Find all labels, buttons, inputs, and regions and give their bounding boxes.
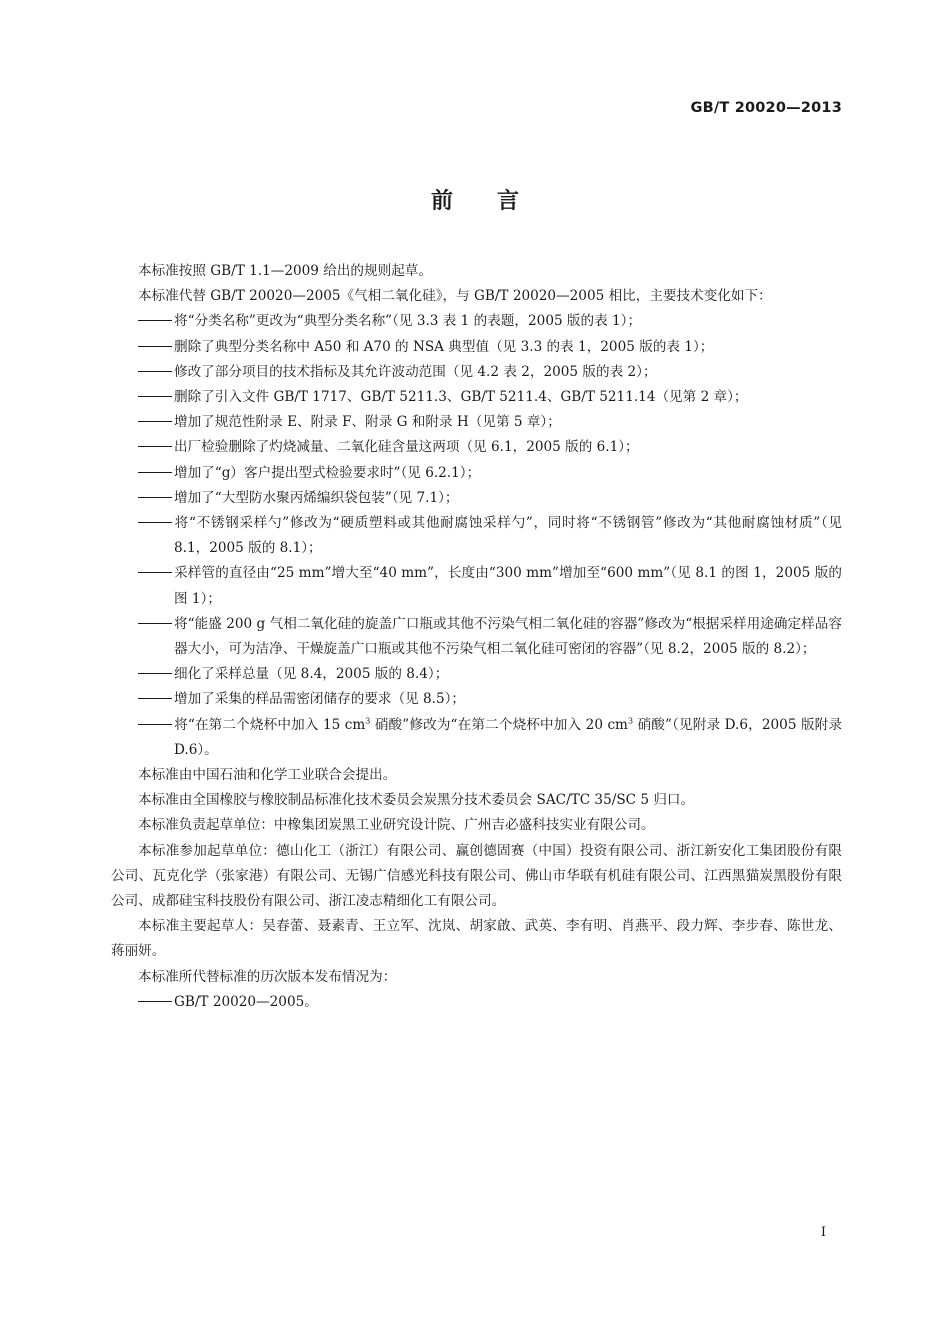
list-item: 删除了引入文件 GB/T 1717、GB/T 5211.3、GB/T 5211.4、GB/T 5211.14（见第 2 章）； xyxy=(111,385,842,410)
list-item: 增加了规范性附录 E、附录 F、附录 G 和附录 H（见第 5 章）； xyxy=(111,410,842,435)
list-item: 修改了部分项目的技术指标及其允许波动范围（见 4.2 表 2，2005 版的表 2）； xyxy=(111,360,842,385)
list-item: 增加了“g）客户提出型式检验要求时”（见 6.2.1）； xyxy=(111,461,842,486)
dash-marker xyxy=(138,511,174,536)
list-item: 将“不锈钢采样勺”修改为“硬质塑料或其他耐腐蚀采样勺”，同时将“不锈钢管”修改为“其他耐腐蚀材质”（见 8.1，2005 版的 8.1）； xyxy=(111,511,842,561)
dash-marker xyxy=(138,461,174,486)
list-item: 删除了典型分类名称中 A50 和 A70 的 NSA 典型值（见 3.3 的表 1，2005 版的表 1）； xyxy=(111,335,842,360)
dash-marker xyxy=(138,990,174,1015)
dash-marker xyxy=(138,360,174,385)
page-title: 前言 xyxy=(430,189,563,214)
paragraph: 本标准按照 GB/T 1.1—2009 给出的规则起草。 xyxy=(138,263,432,279)
dash-marker xyxy=(138,410,174,435)
list-item: 将“分类名称”更改为“典型分类名称”（见 3.3 表 1 的表题，2005 版的表 1）； xyxy=(111,309,842,334)
dash-marker xyxy=(138,309,174,334)
paragraph: 本标准所代替标准的历次版本发布情况为： xyxy=(138,968,397,985)
dash-marker xyxy=(138,385,174,410)
dash-marker xyxy=(138,687,174,712)
dash-marker xyxy=(138,612,174,637)
list-item: 增加了“大型防水聚丙烯编织袋包装”（见 7.1）； xyxy=(111,486,842,511)
list-item: 将“在第二个烧杯中加入 15 $cm^3$ 硝酸”修改为“在第二个烧杯中加入 20 $cm^3$ 硝酸”（见附录 D.6，2005 版附录 D.6）。 xyxy=(111,713,842,763)
dash-marker xyxy=(138,335,174,360)
dash-marker xyxy=(138,561,174,586)
page-number: I xyxy=(820,1225,826,1240)
dash-marker xyxy=(138,486,174,511)
list-item: 采样管的直径由“25 mm”增大至“40 mm”，长度由“300 mm”增加至“600 mm”（见 8.1 的图 1，2005 版的图 1）； xyxy=(111,561,842,611)
dash-marker xyxy=(138,662,174,687)
list-item: 细化了采样总量（见 8.4，2005 版的 8.4）； xyxy=(111,662,842,687)
paragraph: 本标准由中国石油和化学工业联合会提出。 xyxy=(138,767,397,784)
paragraph: 本标准主要起草人：吴春蕾、聂素青、王立军、沈岚、胡家啟、武英、李有明、肖燕平、段力辉、李步春、陈世龙、蒋丽妍。 xyxy=(111,918,842,960)
paragraph: 本标准由全国橡胶与橡胶制品标准化技术委员会炭黑分技术委员会 SAC/TC 35/SC 5 归口。 xyxy=(138,792,695,809)
list-item: 将“能盛 200 g 气相二氧化硅的旋盖广口瓶或其他不污染气相二氧化硅的容器”修改为“根据采样用途确定样品容器大小，可为洁净、干燥旋盖广口瓶或其他不污染气相二氧化硅可密闭的容器”（见 8.2，2005 版的 8.2）； xyxy=(111,612,842,662)
paragraph: 本标准负责起草单位：中橡集团炭黑工业研究设计院、广州吉必盛科技实业有限公司。 xyxy=(138,817,655,834)
standard-number: GB/T 20020—2013 xyxy=(690,100,842,116)
list-item: 出厂检验删除了灼烧减量、二氧化硅含量这两项（见 6.1，2005 版的 6.1）； xyxy=(111,435,842,460)
paragraph: 本标准参加起草单位：德山化工（浙江）有限公司、赢创德固赛（中国）投资有限公司、浙江新安化工集团股份有限公司、瓦克化学（张家港）有限公司、无锡广信感光科技有限公司、佛山市华联有机硅有限公司、江西黑猫炭黑股份有限公司、成都硅宝科技股份有限公司、浙江凌志精细化工有限公司。 xyxy=(111,842,842,910)
list-item: GB/T 20020—2005。 xyxy=(111,990,842,1015)
paragraph: 本标准代替 GB/T 20020—2005《气相二氧化硅》，与 GB/T 20020—2005 相比，主要技术变化如下： xyxy=(138,288,772,305)
list-item: 增加了采集的样品需密闭储存的要求（见 8.5）； xyxy=(111,687,842,712)
dash-marker xyxy=(138,713,174,738)
foreword-body xyxy=(111,259,842,1015)
dash-marker xyxy=(138,435,174,460)
